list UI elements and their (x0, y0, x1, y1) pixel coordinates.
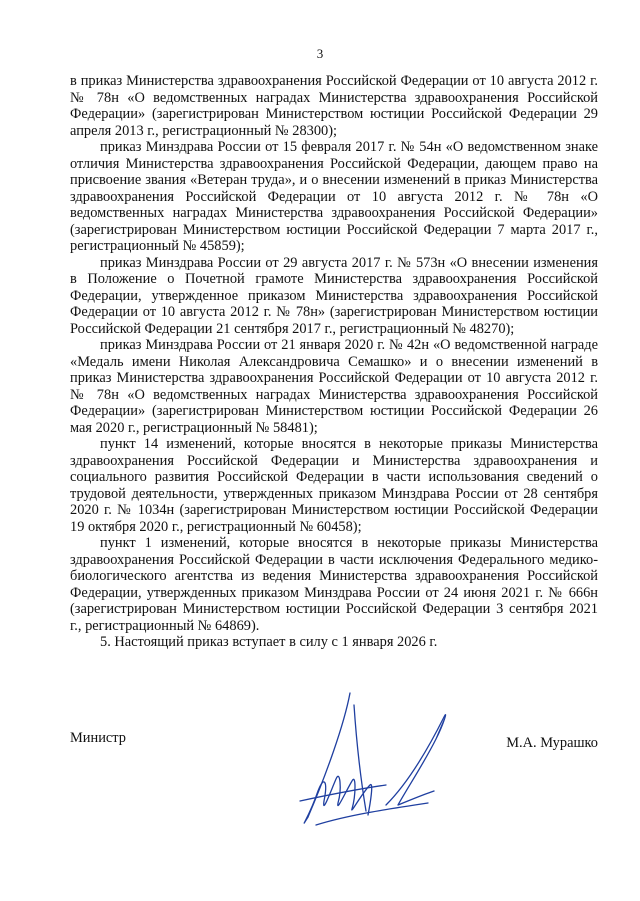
page-number: 3 (316, 46, 324, 61)
paragraph: в приказ Министерства здравоохранения Российской Федерации от 10 августа 2012 г. № 78н «О ведомственных наградах Министерства здравоохранения Российской Федерации» (зарегистрирован Министерством юстиции Российской Федерации 29 апреля 2013 г., регистрационный № 28300); (70, 73, 598, 139)
paragraph: 5. Настоящий приказ вступает в силу с 1 января 2026 г. (100, 634, 438, 650)
paragraph: приказ Минздрава России от 21 января 2020 г. № 42н «О ведомственной награде «Медаль имени Николая Александровича Семашко» и о внесении изменений в приказ Министерства здравоохранения Российской Федерации от 10 августа 2012 г. № 78н «О ведомственных наградах Министерства здравоохранения Российской Федерации» (зарегистрирован Министерством юстиции Российской Федерации 26 мая 2020 г., регистрационный № 58481); (70, 337, 598, 436)
document-body (70, 73, 598, 651)
signature-block (70, 725, 598, 875)
paragraph: приказ Минздрава России от 15 февраля 2017 г. № 54н «О ведомственном знаке отличия Министерства здравоохранения Российской Федерации, дающем право на присвоение звания «Ветеран труда», и о внесении изменений в приказ Министерства здравоохранения Российской Федерации от 10 августа 2012 г. № 78н «О ведомственных наградах Министерства здравоохранения Российской Федерации» (зарегистрирован Министерством юстиции Российской Федерации 7 марта 2017 г., регистрационный № 45859); (70, 139, 598, 254)
signer-position: Министр (70, 730, 126, 746)
paragraph: приказ Минздрава России от 29 августа 2017 г. № 573н «О внесении изменения в Положение о Почетной грамоте Министерства здравоохранения Российской Федерации, утвержденное приказом Министерства здравоохранения Российской Федерации от 10 августа 2012 г. № 78н» (зарегистрирован Министерством юстиции Российской Федерации 21 сентября 2017 г., регистрационный № 48270); (70, 254, 598, 337)
handwritten-signature (258, 665, 518, 865)
paragraph: пункт 1 изменений, которые вносятся в некоторые приказы Министерства здравоохранения Российской Федерации в части исключения Федерального медико-биологического агентства из ведения Министерства здравоохранения Российской Федерации, утвержденных приказом Минздрава России от 24 июня 2021 г. № 666н (зарегистрирован Министерством юстиции Российской Федерации 3 сентября 2021 г., регистрационный № 64869). (70, 535, 598, 634)
signer-name: М.А. Мурашко (506, 735, 598, 751)
paragraph: пункт 14 изменений, которые вносятся в некоторые приказы Министерства здравоохранения Российской Федерации и Министерства здравоохранения и социального развития Российской Федерации в части использования сведений о трудовой деятельности, утвержденных приказом Минздрава России от 28 сентября 2020 г. № 1034н (зарегистрирован Министерством юстиции Российской Федерации 19 октября 2020 г., регистрационный № 60458); (70, 436, 598, 535)
